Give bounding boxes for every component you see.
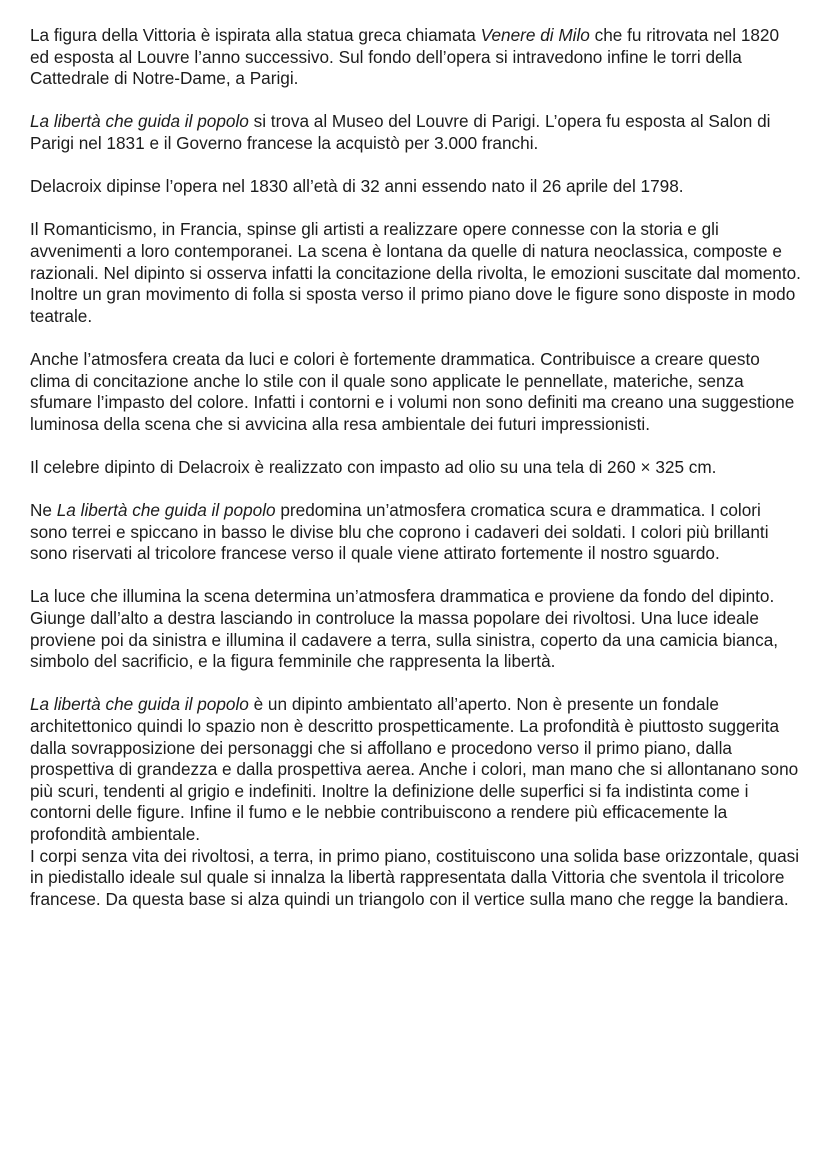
text-segment: La figura della Vittoria è ispirata alla statua greca chiamata: [30, 25, 481, 45]
text-segment: Ne: [30, 500, 57, 521]
paragraph-9: [30, 694, 802, 845]
text-segment: Il Romanticismo, in Francia, spinse gli artisti a realizzare opere connesse con la storia e gli avvenimenti a loro contemporanei. La scena è lontana da quelle di natura neoclassica, composte e razionali. Nel dipinto si osserva infatti la concitazione della rivolta, le emozioni suscitate dal momento. Inoltre un gran movimento di folla si sposta verso il primo piano dove le figure sono disposte in modo teatrale.: [30, 219, 801, 326]
text-segment: Delacroix dipinse l’opera nel 1830 all’età di 32 anni essendo nato il 26 aprile del 1798.: [30, 176, 684, 197]
text-segment: Il celebre dipinto di Delacroix è realizzato con impasto ad olio su una tela di 260 × 325 cm.: [30, 456, 717, 477]
paragraph-6: [30, 457, 802, 479]
italic-title: Venere di Milo: [480, 25, 590, 45]
text-segment: è un dipinto ambientato all’aperto. Non è presente un fondale architettonico quindi lo spazio non è descritto prospetticamente. La profondità è piuttosto suggerita dalla sovrapposizione dei personaggi che si affollano e procedono verso il primo piano, dalla prospettiva di grandezza e dalla prospettiva aerea. Anche i colori, man mano che si allontanano sono più scuri, tendenti al grigio e indefiniti. Inoltre la definizione delle superfici si fa indistinta come i contorni delle figure. Infine il fumo e le nebbie contribuiscono a rendere più efficacemente la profondità ambientale.: [30, 694, 799, 844]
paragraph-3: [30, 176, 802, 198]
paragraph-1: [30, 25, 802, 90]
italic-title: La libertà che guida il popolo: [30, 111, 249, 132]
paragraph-8: [30, 586, 802, 672]
paragraph-4: [30, 219, 802, 327]
text-segment: La luce che illumina la scena determina un’atmosfera drammatica e proviene da fondo del dipinto. Giunge dall’alto a destra lasciando in controluce la massa popolare dei rivoltosi. Una luce ideale proviene poi da sinistra e illumina il cadavere a terra, sulla sinistra, coperto da una camicia bianca, simbolo del sacrificio, e la figura femminile che rappresenta la libertà.: [30, 586, 779, 672]
italic-title: La libertà che guida il popolo: [30, 694, 249, 715]
text-segment: si trova al Museo del Louvre di Parigi. L’opera fu esposta al Salon di Parigi nel 1831 e il Governo francese la acquistò per 3.000 franchi.: [30, 111, 771, 153]
text-segment: predomina un’atmosfera cromatica scura e drammatica. I colori sono terrei e spiccano in basso le divise blu che coprono i cadaveri dei soldati. I colori più brillanti sono riservati al tricolore francese verso il quale viene attirato fortemente il nostro sguardo.: [30, 500, 769, 564]
document-body: [30, 25, 802, 932]
paragraph-2: [30, 111, 802, 154]
text-segment: che fu ritrovata nel 1820 ed esposta al Louvre l’anno successivo. Sul fondo dell’opera si intravedono infine le torri della Cattedrale di Notre-Dame, a Parigi.: [30, 25, 780, 89]
paragraph-10: [30, 846, 802, 911]
paragraph-5: [30, 349, 802, 435]
text-segment: I corpi senza vita dei rivoltosi, a terra, in primo piano, costituiscono una solida base orizzontale, quasi in piedistallo ideale sul quale si innalza la libertà rappresentata dalla Vittoria che sventola il tricolore francese. Da questa base si alza quindi un triangolo con il vertice sulla mano che regge la bandiera.: [30, 845, 800, 909]
text-segment: Anche l’atmosfera creata da luci e colori è fortemente drammatica. Contribuisce a creare questo clima di concitazione anche lo stile con il quale sono applicate le pennellate, materiche, senza sfumare l’impasto del colore. Infatti i contorni e i volumi non sono definiti ma creano una suggestione luminosa della scena che si avvicina alla resa ambientale dei futuri impressionisti.: [30, 348, 795, 434]
italic-title: La libertà che guida il popolo: [56, 500, 276, 521]
paragraph-7: [30, 500, 802, 565]
